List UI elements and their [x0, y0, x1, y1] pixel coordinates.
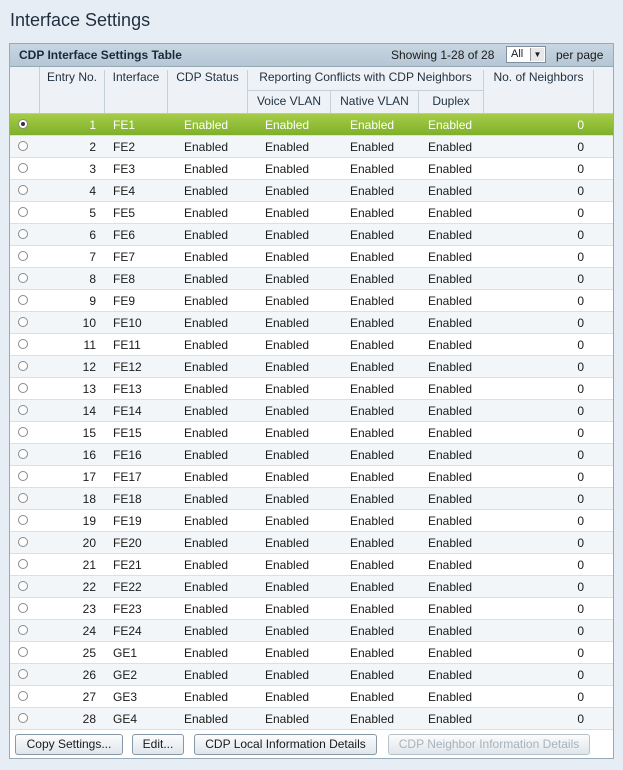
neighbors-count-cell: 0: [577, 316, 584, 330]
neighbors-count-cell: 0: [577, 228, 584, 242]
cdp-status-cell: Enabled: [184, 118, 229, 132]
cdp-status-cell: Enabled: [184, 184, 229, 198]
interface-cell: FE13: [113, 382, 142, 396]
neighbors-count-cell: 0: [577, 404, 584, 418]
radio-button-icon[interactable]: [18, 163, 28, 173]
radio-button-icon[interactable]: [18, 581, 28, 591]
radio-button-icon[interactable]: [18, 449, 28, 459]
per-page-value: All: [511, 48, 524, 60]
table-row[interactable]: [10, 576, 613, 598]
neighbors-count-cell: 0: [577, 250, 584, 264]
entry-no-cell: 23: [82, 602, 96, 616]
voice-vlan-cell: Enabled: [265, 206, 310, 220]
cdp-status-cell: Enabled: [184, 602, 229, 616]
voice-vlan-cell: Enabled: [265, 140, 310, 154]
cdp-status-cell: Enabled: [184, 382, 229, 396]
native-vlan-cell: Enabled: [350, 492, 395, 506]
cdp-status-cell: Enabled: [184, 272, 229, 286]
entry-no-cell: 13: [82, 382, 96, 396]
column-voice-vlan: Voice VLAN: [248, 90, 331, 113]
interface-cell: FE18: [113, 492, 142, 506]
entry-no-cell: 18: [82, 492, 96, 506]
radio-button-icon[interactable]: [18, 185, 28, 195]
voice-vlan-cell: Enabled: [265, 360, 310, 374]
native-vlan-cell: Enabled: [350, 118, 395, 132]
interface-cell: FE20: [113, 536, 142, 550]
duplex-cell: Enabled: [428, 338, 473, 352]
interface-cell: GE1: [113, 646, 138, 660]
table-row[interactable]: [10, 598, 613, 620]
entry-no-cell: 20: [82, 536, 96, 550]
cdp-status-cell: Enabled: [184, 140, 229, 154]
duplex-cell: Enabled: [428, 140, 473, 154]
entry-no-cell: 1: [89, 118, 96, 132]
entry-no-cell: 17: [82, 470, 96, 484]
native-vlan-cell: Enabled: [350, 382, 395, 396]
duplex-cell: Enabled: [428, 404, 473, 418]
voice-vlan-cell: Enabled: [265, 184, 310, 198]
native-vlan-cell: Enabled: [350, 250, 395, 264]
table-row[interactable]: [10, 422, 613, 444]
cdp-local-information-details-button[interactable]: CDP Local Information Details: [194, 734, 377, 755]
radio-button-icon[interactable]: [18, 603, 28, 613]
native-vlan-cell: Enabled: [350, 426, 395, 440]
interface-cell: FE9: [113, 294, 136, 308]
neighbors-count-cell: 0: [577, 602, 584, 616]
voice-vlan-cell: Enabled: [265, 492, 310, 506]
duplex-cell: Enabled: [428, 272, 473, 286]
voice-vlan-cell: Enabled: [265, 514, 310, 528]
radio-button-icon[interactable]: [18, 405, 28, 415]
duplex-cell: Enabled: [428, 624, 473, 638]
table-row[interactable]: [10, 378, 613, 400]
entry-no-cell: 22: [82, 580, 96, 594]
duplex-cell: Enabled: [428, 580, 473, 594]
native-vlan-cell: Enabled: [350, 206, 395, 220]
native-vlan-cell: Enabled: [350, 228, 395, 242]
table-row[interactable]: [10, 466, 613, 488]
column-native-vlan: Native VLAN: [331, 90, 419, 113]
table-row[interactable]: [10, 488, 613, 510]
entry-no-cell: 9: [89, 294, 96, 308]
entry-no-cell: 26: [82, 668, 96, 682]
interface-cell: FE10: [113, 316, 142, 330]
duplex-cell: Enabled: [428, 316, 473, 330]
duplex-cell: Enabled: [428, 118, 473, 132]
duplex-cell: Enabled: [428, 646, 473, 660]
table-row[interactable]: [10, 246, 613, 268]
table-row[interactable]: [10, 686, 613, 708]
duplex-cell: Enabled: [428, 228, 473, 242]
column-cdp-status: CDP Status: [168, 70, 248, 113]
duplex-cell: Enabled: [428, 426, 473, 440]
table-header-bar: [10, 44, 613, 67]
duplex-cell: Enabled: [428, 162, 473, 176]
native-vlan-cell: Enabled: [350, 404, 395, 418]
radio-button-icon[interactable]: [18, 383, 28, 393]
interface-cell: FE14: [113, 404, 142, 418]
interface-cell: FE6: [113, 228, 136, 242]
table-row[interactable]: [10, 312, 613, 334]
neighbors-count-cell: 0: [577, 294, 584, 308]
per-page-label: per page: [556, 48, 604, 62]
neighbors-count-cell: 0: [577, 668, 584, 682]
neighbors-count-cell: 0: [577, 624, 584, 638]
column-entry-no: Entry No.: [40, 70, 105, 113]
table-row[interactable]: [10, 334, 613, 356]
table-row[interactable]: [10, 620, 613, 642]
native-vlan-cell: Enabled: [350, 272, 395, 286]
radio-button-icon[interactable]: [18, 427, 28, 437]
voice-vlan-cell: Enabled: [265, 338, 310, 352]
table-row[interactable]: [10, 708, 613, 730]
interface-cell: FE19: [113, 514, 142, 528]
duplex-cell: Enabled: [428, 470, 473, 484]
interface-cell: FE24: [113, 624, 142, 638]
interface-cell: FE3: [113, 162, 136, 176]
table-row[interactable]: [10, 356, 613, 378]
cdp-status-cell: Enabled: [184, 492, 229, 506]
interface-cell: GE3: [113, 690, 138, 704]
cdp-neighbor-information-details-button[interactable]: CDP Neighbor Information Details: [388, 734, 590, 755]
entry-no-cell: 21: [82, 558, 96, 572]
button-bar: [10, 729, 613, 759]
column-filler: [594, 67, 613, 113]
voice-vlan-cell: Enabled: [265, 382, 310, 396]
cdp-status-cell: Enabled: [184, 250, 229, 264]
neighbors-count-cell: 0: [577, 712, 584, 726]
neighbors-count-cell: 0: [577, 426, 584, 440]
neighbors-count-cell: 0: [577, 206, 584, 220]
entry-no-cell: 19: [82, 514, 96, 528]
table-row[interactable]: [10, 114, 613, 136]
entry-no-cell: 5: [89, 206, 96, 220]
cdp-status-cell: Enabled: [184, 470, 229, 484]
page-title: Interface Settings: [10, 10, 151, 30]
table-row[interactable]: [10, 268, 613, 290]
entry-no-cell: 2: [89, 140, 96, 154]
voice-vlan-cell: Enabled: [265, 162, 310, 176]
table-row[interactable]: [10, 532, 613, 554]
native-vlan-cell: Enabled: [350, 646, 395, 660]
native-vlan-cell: Enabled: [350, 602, 395, 616]
radio-button-icon[interactable]: [18, 647, 28, 657]
duplex-cell: Enabled: [428, 558, 473, 572]
radio-button-icon[interactable]: [18, 691, 28, 701]
cdp-status-cell: Enabled: [184, 646, 229, 660]
duplex-cell: Enabled: [428, 536, 473, 550]
voice-vlan-cell: Enabled: [265, 580, 310, 594]
native-vlan-cell: Enabled: [350, 668, 395, 682]
radio-button-icon[interactable]: [18, 119, 28, 129]
neighbors-count-cell: 0: [577, 140, 584, 154]
cdp-status-cell: Enabled: [184, 558, 229, 572]
voice-vlan-cell: Enabled: [265, 250, 310, 264]
interface-cell: FE11: [113, 338, 141, 352]
table-row[interactable]: [10, 136, 613, 158]
cdp-status-cell: Enabled: [184, 426, 229, 440]
native-vlan-cell: Enabled: [350, 690, 395, 704]
voice-vlan-cell: Enabled: [265, 228, 310, 242]
cdp-status-cell: Enabled: [184, 206, 229, 220]
radio-button-icon[interactable]: [18, 559, 28, 569]
interface-cell: FE2: [113, 140, 136, 154]
column-interface: Interface: [105, 70, 168, 113]
edit-button[interactable]: Edit...: [132, 734, 184, 755]
interface-cell: FE22: [113, 580, 142, 594]
cdp-status-cell: Enabled: [184, 514, 229, 528]
table-title: CDP Interface Settings Table: [19, 48, 182, 62]
native-vlan-cell: Enabled: [350, 536, 395, 550]
table-row[interactable]: [10, 400, 613, 422]
voice-vlan-cell: Enabled: [265, 470, 310, 484]
native-vlan-cell: Enabled: [350, 360, 395, 374]
entry-no-cell: 28: [82, 712, 96, 726]
neighbors-count-cell: 0: [577, 360, 584, 374]
entry-no-cell: 10: [82, 316, 96, 330]
neighbors-count-cell: 0: [577, 184, 584, 198]
voice-vlan-cell: Enabled: [265, 536, 310, 550]
neighbors-count-cell: 0: [577, 382, 584, 396]
cdp-status-cell: Enabled: [184, 294, 229, 308]
voice-vlan-cell: Enabled: [265, 712, 310, 726]
interface-cell: FE17: [113, 470, 142, 484]
interface-cell: GE4: [113, 712, 138, 726]
cdp-status-cell: Enabled: [184, 668, 229, 682]
interface-cell: FE16: [113, 448, 142, 462]
duplex-cell: Enabled: [428, 360, 473, 374]
entry-no-cell: 15: [82, 426, 96, 440]
native-vlan-cell: Enabled: [350, 184, 395, 198]
entry-no-cell: 24: [82, 624, 96, 638]
duplex-cell: Enabled: [428, 514, 473, 528]
neighbors-count-cell: 0: [577, 448, 584, 462]
voice-vlan-cell: Enabled: [265, 294, 310, 308]
entry-no-cell: 25: [82, 646, 96, 660]
table-row[interactable]: [10, 554, 613, 576]
cdp-status-cell: Enabled: [184, 712, 229, 726]
radio-button-icon[interactable]: [18, 361, 28, 371]
interface-cell: FE4: [113, 184, 136, 198]
radio-button-icon[interactable]: [18, 317, 28, 327]
cdp-status-cell: Enabled: [184, 360, 229, 374]
voice-vlan-cell: Enabled: [265, 646, 310, 660]
duplex-cell: Enabled: [428, 206, 473, 220]
interface-cell: FE5: [113, 206, 136, 220]
duplex-cell: Enabled: [428, 448, 473, 462]
radio-button-icon[interactable]: [18, 471, 28, 481]
chevron-down-icon[interactable]: ▼: [530, 48, 544, 61]
neighbors-count-cell: 0: [577, 272, 584, 286]
radio-button-icon[interactable]: [18, 669, 28, 679]
native-vlan-cell: Enabled: [350, 514, 395, 528]
table-row[interactable]: [10, 202, 613, 224]
entry-no-cell: 3: [89, 162, 96, 176]
table-row[interactable]: [10, 158, 613, 180]
entry-no-cell: 6: [89, 228, 96, 242]
radio-button-icon[interactable]: [18, 251, 28, 261]
neighbors-count-cell: 0: [577, 118, 584, 132]
table-row[interactable]: [10, 224, 613, 246]
radio-button-icon[interactable]: [18, 339, 28, 349]
neighbors-count-cell: 0: [577, 690, 584, 704]
neighbors-count-cell: 0: [577, 514, 584, 528]
voice-vlan-cell: Enabled: [265, 690, 310, 704]
neighbors-count-cell: 0: [577, 492, 584, 506]
voice-vlan-cell: Enabled: [265, 624, 310, 638]
cdp-status-cell: Enabled: [184, 448, 229, 462]
duplex-cell: Enabled: [428, 712, 473, 726]
table-column-headers: [10, 67, 613, 114]
table-row[interactable]: [10, 444, 613, 466]
per-page-select[interactable]: [506, 46, 546, 63]
radio-button-icon[interactable]: [18, 229, 28, 239]
voice-vlan-cell: Enabled: [265, 448, 310, 462]
native-vlan-cell: Enabled: [350, 580, 395, 594]
neighbors-count-cell: 0: [577, 558, 584, 572]
native-vlan-cell: Enabled: [350, 558, 395, 572]
interface-cell: FE15: [113, 426, 142, 440]
voice-vlan-cell: Enabled: [265, 316, 310, 330]
native-vlan-cell: Enabled: [350, 470, 395, 484]
neighbors-count-cell: 0: [577, 536, 584, 550]
duplex-cell: Enabled: [428, 690, 473, 704]
duplex-cell: Enabled: [428, 184, 473, 198]
duplex-cell: Enabled: [428, 294, 473, 308]
neighbors-count-cell: 0: [577, 162, 584, 176]
entry-no-cell: 16: [82, 448, 96, 462]
table-row[interactable]: [10, 510, 613, 532]
native-vlan-cell: Enabled: [350, 712, 395, 726]
duplex-cell: Enabled: [428, 382, 473, 396]
radio-button-icon[interactable]: [18, 713, 28, 723]
radio-button-icon[interactable]: [18, 207, 28, 217]
native-vlan-cell: Enabled: [350, 316, 395, 330]
radio-button-icon[interactable]: [18, 515, 28, 525]
interface-cell: FE21: [113, 558, 142, 572]
interface-cell: FE1: [113, 118, 136, 132]
entry-no-cell: 27: [82, 690, 96, 704]
copy-settings-button[interactable]: Copy Settings...: [15, 734, 123, 755]
voice-vlan-cell: Enabled: [265, 118, 310, 132]
neighbors-count-cell: 0: [577, 646, 584, 660]
duplex-cell: Enabled: [428, 492, 473, 506]
table-row[interactable]: [10, 642, 613, 664]
radio-button-icon[interactable]: [18, 625, 28, 635]
duplex-cell: Enabled: [428, 668, 473, 682]
native-vlan-cell: Enabled: [350, 162, 395, 176]
cdp-status-cell: Enabled: [184, 162, 229, 176]
entry-no-cell: 8: [89, 272, 96, 286]
interface-cell: FE8: [113, 272, 136, 286]
neighbors-count-cell: 0: [577, 580, 584, 594]
entry-no-cell: 12: [82, 360, 96, 374]
native-vlan-cell: Enabled: [350, 448, 395, 462]
duplex-cell: Enabled: [428, 250, 473, 264]
native-vlan-cell: Enabled: [350, 294, 395, 308]
voice-vlan-cell: Enabled: [265, 404, 310, 418]
interface-cell: FE7: [113, 250, 136, 264]
native-vlan-cell: Enabled: [350, 338, 395, 352]
neighbors-count-cell: 0: [577, 338, 584, 352]
radio-button-icon[interactable]: [18, 141, 28, 151]
table-row[interactable]: [10, 290, 613, 312]
cdp-interface-table-panel: [9, 43, 614, 759]
cdp-status-cell: Enabled: [184, 228, 229, 242]
cdp-status-cell: Enabled: [184, 536, 229, 550]
duplex-cell: Enabled: [428, 602, 473, 616]
voice-vlan-cell: Enabled: [265, 426, 310, 440]
table-row[interactable]: [10, 664, 613, 686]
voice-vlan-cell: Enabled: [265, 602, 310, 616]
interface-cell: FE12: [113, 360, 142, 374]
entry-no-cell: 4: [89, 184, 96, 198]
native-vlan-cell: Enabled: [350, 624, 395, 638]
select-column-header: [10, 67, 40, 113]
cdp-status-cell: Enabled: [184, 316, 229, 330]
cdp-status-cell: Enabled: [184, 690, 229, 704]
voice-vlan-cell: Enabled: [265, 558, 310, 572]
radio-button-icon[interactable]: [18, 295, 28, 305]
radio-button-icon[interactable]: [18, 537, 28, 547]
entry-no-cell: 14: [82, 404, 96, 418]
voice-vlan-cell: Enabled: [265, 668, 310, 682]
column-duplex: Duplex: [419, 90, 484, 113]
interface-cell: GE2: [113, 668, 138, 682]
cdp-status-cell: Enabled: [184, 624, 229, 638]
entry-no-cell: 7: [89, 250, 96, 264]
native-vlan-cell: Enabled: [350, 140, 395, 154]
interface-cell: FE23: [113, 602, 142, 616]
cdp-status-cell: Enabled: [184, 404, 229, 418]
showing-count: Showing 1-28 of 28: [391, 48, 495, 62]
table-row[interactable]: [10, 180, 613, 202]
voice-vlan-cell: Enabled: [265, 272, 310, 286]
neighbors-count-cell: 0: [577, 470, 584, 484]
radio-button-icon[interactable]: [18, 273, 28, 283]
column-group-reporting-conflicts: Reporting Conflicts with CDP Neighbors: [248, 70, 484, 90]
entry-no-cell: 11: [83, 338, 96, 352]
cdp-status-cell: Enabled: [184, 580, 229, 594]
cdp-status-cell: Enabled: [184, 338, 229, 352]
radio-button-icon[interactable]: [18, 493, 28, 503]
column-no-of-neighbors: No. of Neighbors: [484, 70, 594, 113]
